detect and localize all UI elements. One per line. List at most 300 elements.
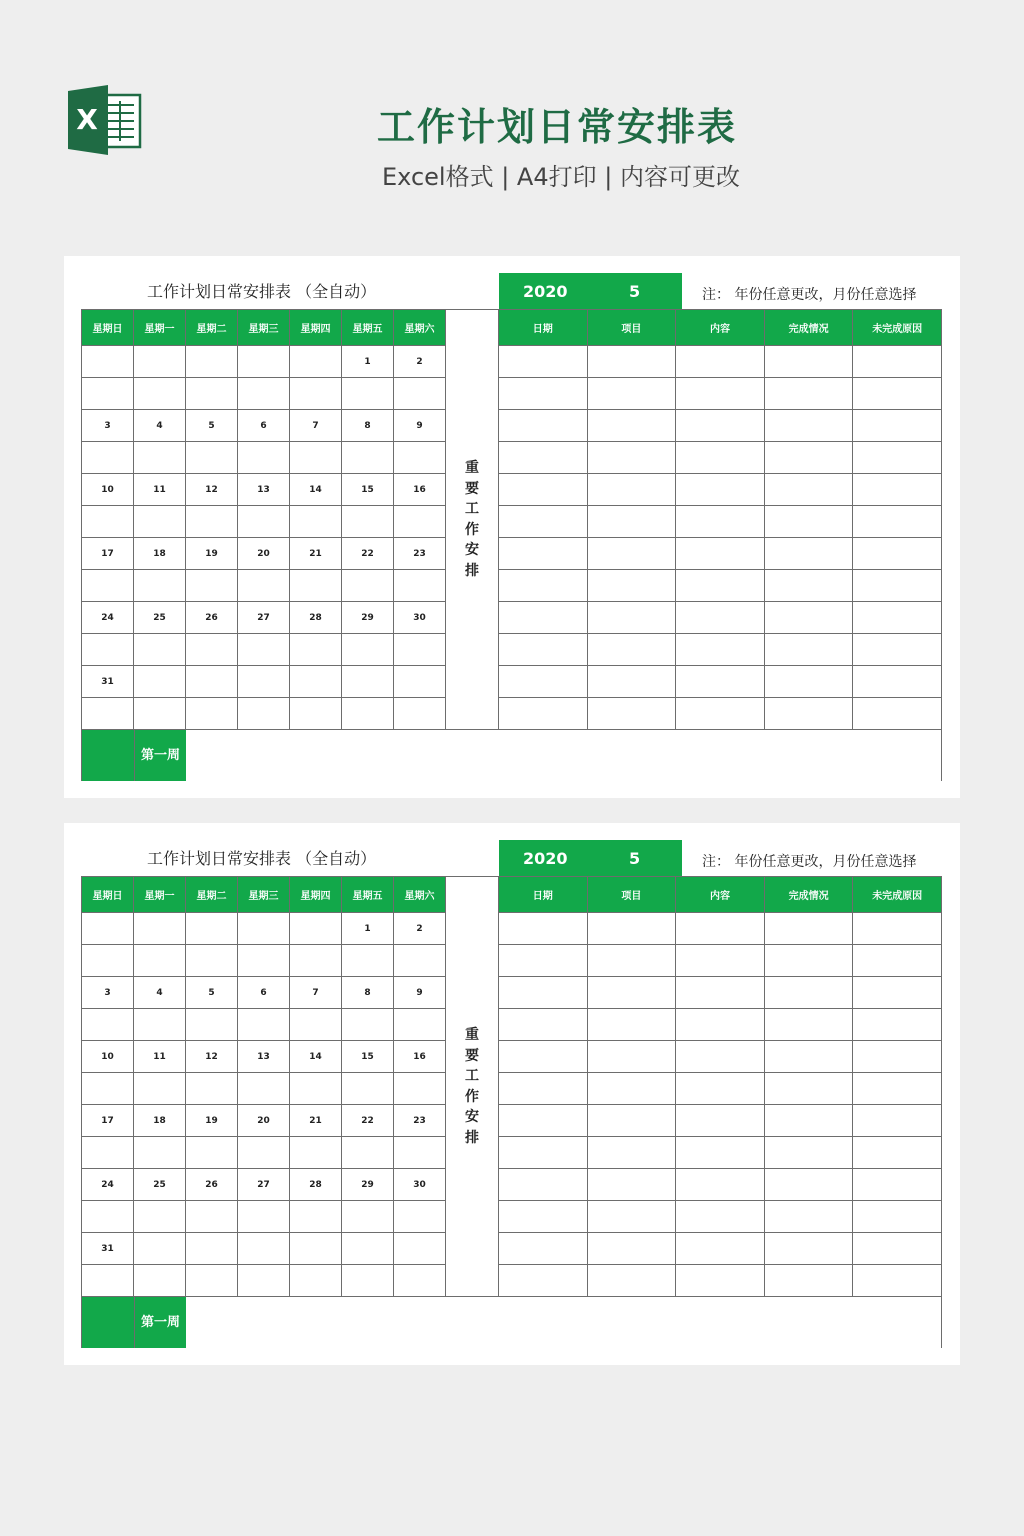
calendar-cell[interactable] — [82, 698, 134, 730]
plan-cell[interactable] — [676, 1169, 765, 1201]
plan-cell[interactable] — [853, 666, 942, 698]
plan-cell[interactable] — [499, 913, 588, 945]
calendar-cell[interactable] — [290, 442, 342, 474]
calendar-cell[interactable] — [394, 698, 446, 730]
plan-cell[interactable] — [499, 1169, 588, 1201]
calendar-cell[interactable]: 2 — [394, 913, 446, 945]
calendar-cell[interactable]: 21 — [290, 538, 342, 570]
calendar-cell[interactable] — [290, 666, 342, 698]
calendar-cell[interactable]: 31 — [82, 666, 134, 698]
note-text: 注： 年份任意更改，月份任意选择 — [702, 287, 917, 303]
calendar-cell[interactable]: 22 — [342, 538, 394, 570]
plan-cell[interactable] — [676, 1105, 765, 1137]
calendar-cell[interactable] — [186, 506, 238, 538]
calendar-cell[interactable] — [394, 1233, 446, 1265]
calendar-cell[interactable] — [290, 1201, 342, 1233]
calendar-cell[interactable]: 14 — [290, 1041, 342, 1073]
calendar-cell[interactable]: 10 — [82, 1041, 134, 1073]
plan-row — [499, 666, 942, 698]
plan-cell[interactable] — [587, 1137, 676, 1169]
year-month-box[interactable] — [499, 273, 682, 309]
plan-cell[interactable] — [853, 602, 942, 634]
calendar-cell[interactable]: 20 — [238, 538, 290, 570]
calendar-cell[interactable] — [342, 378, 394, 410]
plan-cell[interactable] — [853, 1137, 942, 1169]
calendar-cell[interactable]: 12 — [186, 474, 238, 506]
calendar-cell[interactable] — [134, 506, 186, 538]
year-month-box[interactable] — [499, 840, 682, 876]
calendar-cell[interactable]: 1 — [342, 346, 394, 378]
plan-cell[interactable] — [853, 474, 942, 506]
plan-cell[interactable] — [499, 1105, 588, 1137]
calendar-cell[interactable] — [186, 666, 238, 698]
plan-cell[interactable] — [676, 945, 765, 977]
calendar-cell[interactable] — [82, 378, 134, 410]
calendar-cell[interactable] — [134, 913, 186, 945]
calendar-cell[interactable] — [82, 634, 134, 666]
calendar-cell[interactable] — [342, 506, 394, 538]
plan-cell[interactable] — [853, 913, 942, 945]
calendar-cell[interactable] — [342, 1233, 394, 1265]
plan-cell[interactable] — [587, 1201, 676, 1233]
plan-cell[interactable] — [853, 538, 942, 570]
plan-cell[interactable] — [499, 442, 588, 474]
plan-cell[interactable] — [499, 506, 588, 538]
calendar-cell[interactable] — [82, 442, 134, 474]
plan-cell[interactable] — [764, 1105, 853, 1137]
plan-cell[interactable] — [587, 1233, 676, 1265]
plan-cell[interactable] — [676, 977, 765, 1009]
plan-cell[interactable] — [499, 1073, 588, 1105]
calendar-cell[interactable]: 25 — [134, 1169, 186, 1201]
plan-cell[interactable] — [853, 442, 942, 474]
calendar-cell[interactable] — [82, 346, 134, 378]
calendar-cell[interactable]: 8 — [342, 410, 394, 442]
calendar-cell[interactable] — [134, 570, 186, 602]
calendar-cell[interactable] — [186, 1009, 238, 1041]
plan-cell[interactable] — [764, 666, 853, 698]
plan-cell[interactable] — [587, 1041, 676, 1073]
calendar-cell[interactable] — [186, 346, 238, 378]
plan-cell[interactable] — [853, 378, 942, 410]
calendar-cell[interactable] — [342, 570, 394, 602]
calendar-cell[interactable]: 8 — [342, 977, 394, 1009]
plan-cell[interactable] — [676, 1233, 765, 1265]
calendar-cell[interactable]: 27 — [238, 602, 290, 634]
calendar-cell[interactable] — [238, 1009, 290, 1041]
plan-cell[interactable] — [499, 1201, 588, 1233]
plan-cell[interactable] — [764, 1233, 853, 1265]
calendar-cell[interactable] — [290, 506, 342, 538]
calendar-cell[interactable] — [238, 1233, 290, 1265]
plan-cell[interactable] — [499, 474, 588, 506]
calendar-cell[interactable] — [186, 913, 238, 945]
calendar-cell[interactable] — [82, 1073, 134, 1105]
plan-cell[interactable] — [853, 570, 942, 602]
plan-cell[interactable] — [499, 977, 588, 1009]
plan-cell[interactable] — [676, 410, 765, 442]
calendar-cell[interactable] — [238, 506, 290, 538]
calendar-cell[interactable] — [82, 506, 134, 538]
calendar-cell[interactable]: 16 — [394, 474, 446, 506]
calendar-cell[interactable]: 20 — [238, 1105, 290, 1137]
plan-cell[interactable] — [853, 1105, 942, 1137]
calendar-cell[interactable] — [238, 666, 290, 698]
calendar-cell[interactable] — [290, 1233, 342, 1265]
calendar-cell[interactable]: 18 — [134, 1105, 186, 1137]
calendar-cell[interactable]: 17 — [82, 538, 134, 570]
calendar-cell[interactable] — [134, 1073, 186, 1105]
calendar-cell[interactable] — [290, 1137, 342, 1169]
calendar-cell[interactable] — [394, 634, 446, 666]
calendar-cell[interactable] — [238, 442, 290, 474]
calendar-cell[interactable] — [186, 634, 238, 666]
calendar-cell[interactable]: 28 — [290, 602, 342, 634]
calendar-cell[interactable] — [238, 378, 290, 410]
plan-cell[interactable] — [676, 913, 765, 945]
calendar-cell[interactable] — [342, 666, 394, 698]
calendar-cell[interactable] — [82, 945, 134, 977]
calendar-cell[interactable] — [186, 1265, 238, 1297]
plan-cell[interactable] — [764, 1009, 853, 1041]
calendar-cell[interactable] — [186, 1233, 238, 1265]
calendar-cell[interactable] — [394, 945, 446, 977]
plan-cell[interactable] — [853, 1041, 942, 1073]
plan-cell[interactable] — [587, 378, 676, 410]
calendar-cell[interactable]: 22 — [342, 1105, 394, 1137]
calendar-cell[interactable] — [134, 1265, 186, 1297]
calendar-cell[interactable]: 6 — [238, 977, 290, 1009]
plan-cell[interactable] — [764, 913, 853, 945]
plan-cell[interactable] — [764, 1137, 853, 1169]
calendar-cell[interactable] — [186, 1073, 238, 1105]
plan-cell[interactable] — [499, 666, 588, 698]
calendar-cell[interactable]: 11 — [134, 1041, 186, 1073]
calendar-cell[interactable] — [238, 913, 290, 945]
calendar-cell[interactable] — [342, 1073, 394, 1105]
plan-cell[interactable] — [499, 1137, 588, 1169]
calendar-cell[interactable] — [342, 442, 394, 474]
plan-cell[interactable] — [587, 945, 676, 977]
calendar-cell[interactable] — [394, 1201, 446, 1233]
calendar-cell[interactable] — [134, 666, 186, 698]
year-value[interactable]: 2020 — [523, 282, 568, 301]
calendar-cell[interactable] — [238, 1073, 290, 1105]
calendar-cell[interactable] — [186, 945, 238, 977]
calendar-cell[interactable] — [134, 442, 186, 474]
calendar-cell[interactable] — [134, 346, 186, 378]
calendar-cell[interactable] — [82, 1201, 134, 1233]
plan-cell[interactable] — [499, 1009, 588, 1041]
calendar-cell[interactable] — [394, 442, 446, 474]
calendar-cell[interactable]: 7 — [290, 977, 342, 1009]
calendar-cell[interactable] — [342, 1201, 394, 1233]
calendar-cell[interactable]: 1 — [342, 913, 394, 945]
plan-cell[interactable] — [764, 1073, 853, 1105]
plan-cell[interactable] — [764, 474, 853, 506]
plan-cell[interactable] — [764, 410, 853, 442]
plan-cell[interactable] — [676, 602, 765, 634]
plan-cell[interactable] — [764, 1201, 853, 1233]
calendar-cell[interactable] — [186, 442, 238, 474]
plan-cell[interactable] — [676, 506, 765, 538]
calendar-cell[interactable]: 31 — [82, 1233, 134, 1265]
calendar-cell[interactable]: 26 — [186, 602, 238, 634]
calendar-cell[interactable]: 3 — [82, 977, 134, 1009]
calendar-cell[interactable] — [342, 698, 394, 730]
plan-cell[interactable] — [853, 1201, 942, 1233]
plan-cell[interactable] — [676, 442, 765, 474]
calendar-cell[interactable]: 28 — [290, 1169, 342, 1201]
calendar-cell[interactable]: 2 — [394, 346, 446, 378]
calendar-cell[interactable] — [134, 1009, 186, 1041]
calendar-cell[interactable] — [290, 913, 342, 945]
plan-cell[interactable] — [676, 1137, 765, 1169]
calendar-cell[interactable] — [186, 698, 238, 730]
plan-cell[interactable] — [499, 602, 588, 634]
month-value[interactable]: 5 — [629, 849, 641, 868]
plan-cell[interactable] — [499, 346, 588, 378]
calendar-cell[interactable] — [82, 570, 134, 602]
calendar-cell[interactable] — [290, 634, 342, 666]
plan-cell[interactable] — [764, 698, 853, 730]
calendar-cell[interactable]: 13 — [238, 474, 290, 506]
plan-cell[interactable] — [764, 570, 853, 602]
calendar-cell[interactable] — [394, 1073, 446, 1105]
plan-cell[interactable] — [587, 1105, 676, 1137]
calendar-cell[interactable] — [238, 945, 290, 977]
calendar-cell[interactable] — [394, 1009, 446, 1041]
plan-cell[interactable] — [499, 570, 588, 602]
calendar-cell[interactable] — [290, 698, 342, 730]
calendar-cell[interactable] — [134, 698, 186, 730]
plan-cell[interactable] — [676, 1073, 765, 1105]
calendar-cell[interactable] — [290, 1073, 342, 1105]
plan-cell[interactable] — [499, 378, 588, 410]
calendar-cell[interactable] — [82, 1265, 134, 1297]
plan-cell[interactable] — [587, 634, 676, 666]
plan-cell[interactable] — [764, 977, 853, 1009]
calendar-cell[interactable] — [82, 1009, 134, 1041]
calendar-cell[interactable] — [134, 378, 186, 410]
calendar-cell[interactable] — [82, 1137, 134, 1169]
calendar-cell[interactable] — [394, 570, 446, 602]
plan-cell[interactable] — [587, 602, 676, 634]
plan-cell[interactable] — [764, 346, 853, 378]
plan-cell[interactable] — [499, 634, 588, 666]
plan-cell[interactable] — [853, 346, 942, 378]
plan-cell[interactable] — [764, 538, 853, 570]
plan-cell[interactable] — [587, 977, 676, 1009]
calendar-cell[interactable]: 17 — [82, 1105, 134, 1137]
plan-cell[interactable] — [676, 570, 765, 602]
calendar-cell[interactable] — [342, 634, 394, 666]
plan-cell[interactable] — [587, 474, 676, 506]
plan-cell[interactable] — [587, 538, 676, 570]
calendar-cell[interactable]: 5 — [186, 410, 238, 442]
calendar-cell[interactable]: 25 — [134, 602, 186, 634]
plan-cell[interactable] — [676, 1201, 765, 1233]
plan-cell[interactable] — [676, 634, 765, 666]
plan-cell[interactable] — [499, 410, 588, 442]
calendar-cell[interactable] — [186, 378, 238, 410]
calendar-cell[interactable]: 16 — [394, 1041, 446, 1073]
calendar-cell[interactable] — [290, 570, 342, 602]
calendar-cell[interactable] — [238, 1265, 290, 1297]
plan-cell[interactable] — [853, 945, 942, 977]
calendar-cell[interactable]: 9 — [394, 410, 446, 442]
calendar-cell[interactable]: 27 — [238, 1169, 290, 1201]
plan-cell[interactable] — [676, 1009, 765, 1041]
plan-cell[interactable] — [587, 410, 676, 442]
plan-cell[interactable] — [764, 602, 853, 634]
calendar-cell[interactable]: 12 — [186, 1041, 238, 1073]
calendar-cell[interactable]: 26 — [186, 1169, 238, 1201]
plan-cell[interactable] — [587, 1009, 676, 1041]
calendar-cell[interactable]: 10 — [82, 474, 134, 506]
plan-cell[interactable] — [676, 474, 765, 506]
month-value[interactable]: 5 — [629, 282, 641, 301]
calendar-cell[interactable] — [186, 1201, 238, 1233]
calendar-cell[interactable] — [186, 1137, 238, 1169]
calendar-cell[interactable]: 14 — [290, 474, 342, 506]
plan-cell[interactable] — [853, 410, 942, 442]
plan-cell[interactable] — [676, 1265, 765, 1297]
plan-cell[interactable] — [676, 378, 765, 410]
plan-cell[interactable] — [499, 698, 588, 730]
calendar-cell[interactable]: 19 — [186, 538, 238, 570]
plan-cell[interactable] — [499, 945, 588, 977]
calendar-cell[interactable]: 13 — [238, 1041, 290, 1073]
calendar-cell[interactable] — [290, 346, 342, 378]
plan-cell[interactable] — [764, 945, 853, 977]
calendar-cell[interactable]: 24 — [82, 602, 134, 634]
calendar-cell[interactable]: 4 — [134, 410, 186, 442]
plan-header: 项目 — [587, 877, 676, 913]
plan-cell[interactable] — [587, 1169, 676, 1201]
calendar-cell[interactable] — [134, 1233, 186, 1265]
weekday-header: 星期三 — [238, 877, 290, 913]
calendar-cell[interactable] — [134, 634, 186, 666]
calendar-cell[interactable] — [342, 1265, 394, 1297]
calendar-cell[interactable]: 7 — [290, 410, 342, 442]
calendar-cell[interactable] — [342, 1137, 394, 1169]
plan-cell[interactable] — [764, 442, 853, 474]
calendar-cell[interactable]: 19 — [186, 1105, 238, 1137]
calendar-cell[interactable]: 4 — [134, 977, 186, 1009]
plan-cell[interactable] — [587, 1265, 676, 1297]
plan-cell[interactable] — [853, 977, 942, 1009]
plan-cell[interactable] — [587, 698, 676, 730]
calendar-cell[interactable]: 6 — [238, 410, 290, 442]
plan-cell[interactable] — [587, 506, 676, 538]
calendar-cell[interactable] — [238, 634, 290, 666]
calendar-cell[interactable] — [394, 506, 446, 538]
plan-cell[interactable] — [853, 1233, 942, 1265]
calendar-cell[interactable] — [394, 1265, 446, 1297]
plan-cell[interactable] — [499, 1233, 588, 1265]
calendar-cell[interactable] — [238, 1201, 290, 1233]
plan-cell[interactable] — [499, 1265, 588, 1297]
calendar-cell[interactable]: 23 — [394, 1105, 446, 1137]
year-value[interactable]: 2020 — [523, 849, 568, 868]
plan-cell[interactable] — [587, 913, 676, 945]
plan-cell[interactable] — [676, 346, 765, 378]
plan-cell[interactable] — [853, 1009, 942, 1041]
calendar-cell[interactable] — [342, 1009, 394, 1041]
calendar-cell[interactable] — [134, 1137, 186, 1169]
calendar-cell[interactable] — [394, 1137, 446, 1169]
plan-cell[interactable] — [587, 346, 676, 378]
plan-cell[interactable] — [764, 1265, 853, 1297]
plan-cell[interactable] — [853, 1169, 942, 1201]
plan-cell[interactable] — [764, 634, 853, 666]
calendar-cell[interactable] — [290, 1265, 342, 1297]
calendar-cell[interactable]: 5 — [186, 977, 238, 1009]
calendar-cell[interactable] — [290, 1009, 342, 1041]
calendar-cell[interactable] — [290, 945, 342, 977]
plan-cell[interactable] — [764, 378, 853, 410]
plan-cell[interactable] — [587, 442, 676, 474]
calendar-cell[interactable]: 9 — [394, 977, 446, 1009]
plan-cell[interactable] — [853, 634, 942, 666]
calendar-row — [82, 506, 446, 538]
calendar-cell[interactable]: 15 — [342, 474, 394, 506]
plan-cell[interactable] — [587, 1073, 676, 1105]
calendar-cell[interactable]: 15 — [342, 1041, 394, 1073]
plan-cell[interactable] — [764, 1041, 853, 1073]
plan-cell[interactable] — [676, 1041, 765, 1073]
calendar-cell[interactable]: 18 — [134, 538, 186, 570]
calendar-cell[interactable] — [238, 1137, 290, 1169]
calendar-cell[interactable]: 30 — [394, 602, 446, 634]
plan-cell[interactable] — [676, 666, 765, 698]
calendar-cell[interactable]: 3 — [82, 410, 134, 442]
plan-cell[interactable] — [853, 1265, 942, 1297]
calendar-cell[interactable] — [186, 570, 238, 602]
calendar-cell[interactable] — [290, 378, 342, 410]
calendar-cell[interactable]: 29 — [342, 1169, 394, 1201]
calendar-cell[interactable]: 23 — [394, 538, 446, 570]
calendar-cell[interactable]: 24 — [82, 1169, 134, 1201]
plan-cell[interactable] — [676, 538, 765, 570]
plan-cell[interactable] — [499, 538, 588, 570]
plan-cell[interactable] — [587, 570, 676, 602]
calendar-cell[interactable]: 21 — [290, 1105, 342, 1137]
calendar-cell[interactable] — [82, 913, 134, 945]
calendar-cell[interactable]: 30 — [394, 1169, 446, 1201]
calendar-cell[interactable] — [394, 378, 446, 410]
calendar-cell[interactable] — [238, 346, 290, 378]
calendar-cell[interactable] — [134, 1201, 186, 1233]
plan-cell[interactable] — [853, 506, 942, 538]
calendar-cell[interactable]: 11 — [134, 474, 186, 506]
plan-cell[interactable] — [764, 506, 853, 538]
calendar-cell[interactable] — [238, 698, 290, 730]
plan-cell[interactable] — [587, 666, 676, 698]
plan-cell[interactable] — [853, 1073, 942, 1105]
plan-cell[interactable] — [499, 1041, 588, 1073]
calendar-cell[interactable] — [238, 570, 290, 602]
calendar-cell[interactable]: 29 — [342, 602, 394, 634]
calendar-cell[interactable] — [134, 945, 186, 977]
calendar-cell[interactable] — [394, 666, 446, 698]
plan-cell[interactable] — [676, 698, 765, 730]
plan-cell[interactable] — [853, 698, 942, 730]
plan-row — [499, 1265, 942, 1297]
calendar-cell[interactable] — [342, 945, 394, 977]
plan-cell[interactable] — [764, 1169, 853, 1201]
